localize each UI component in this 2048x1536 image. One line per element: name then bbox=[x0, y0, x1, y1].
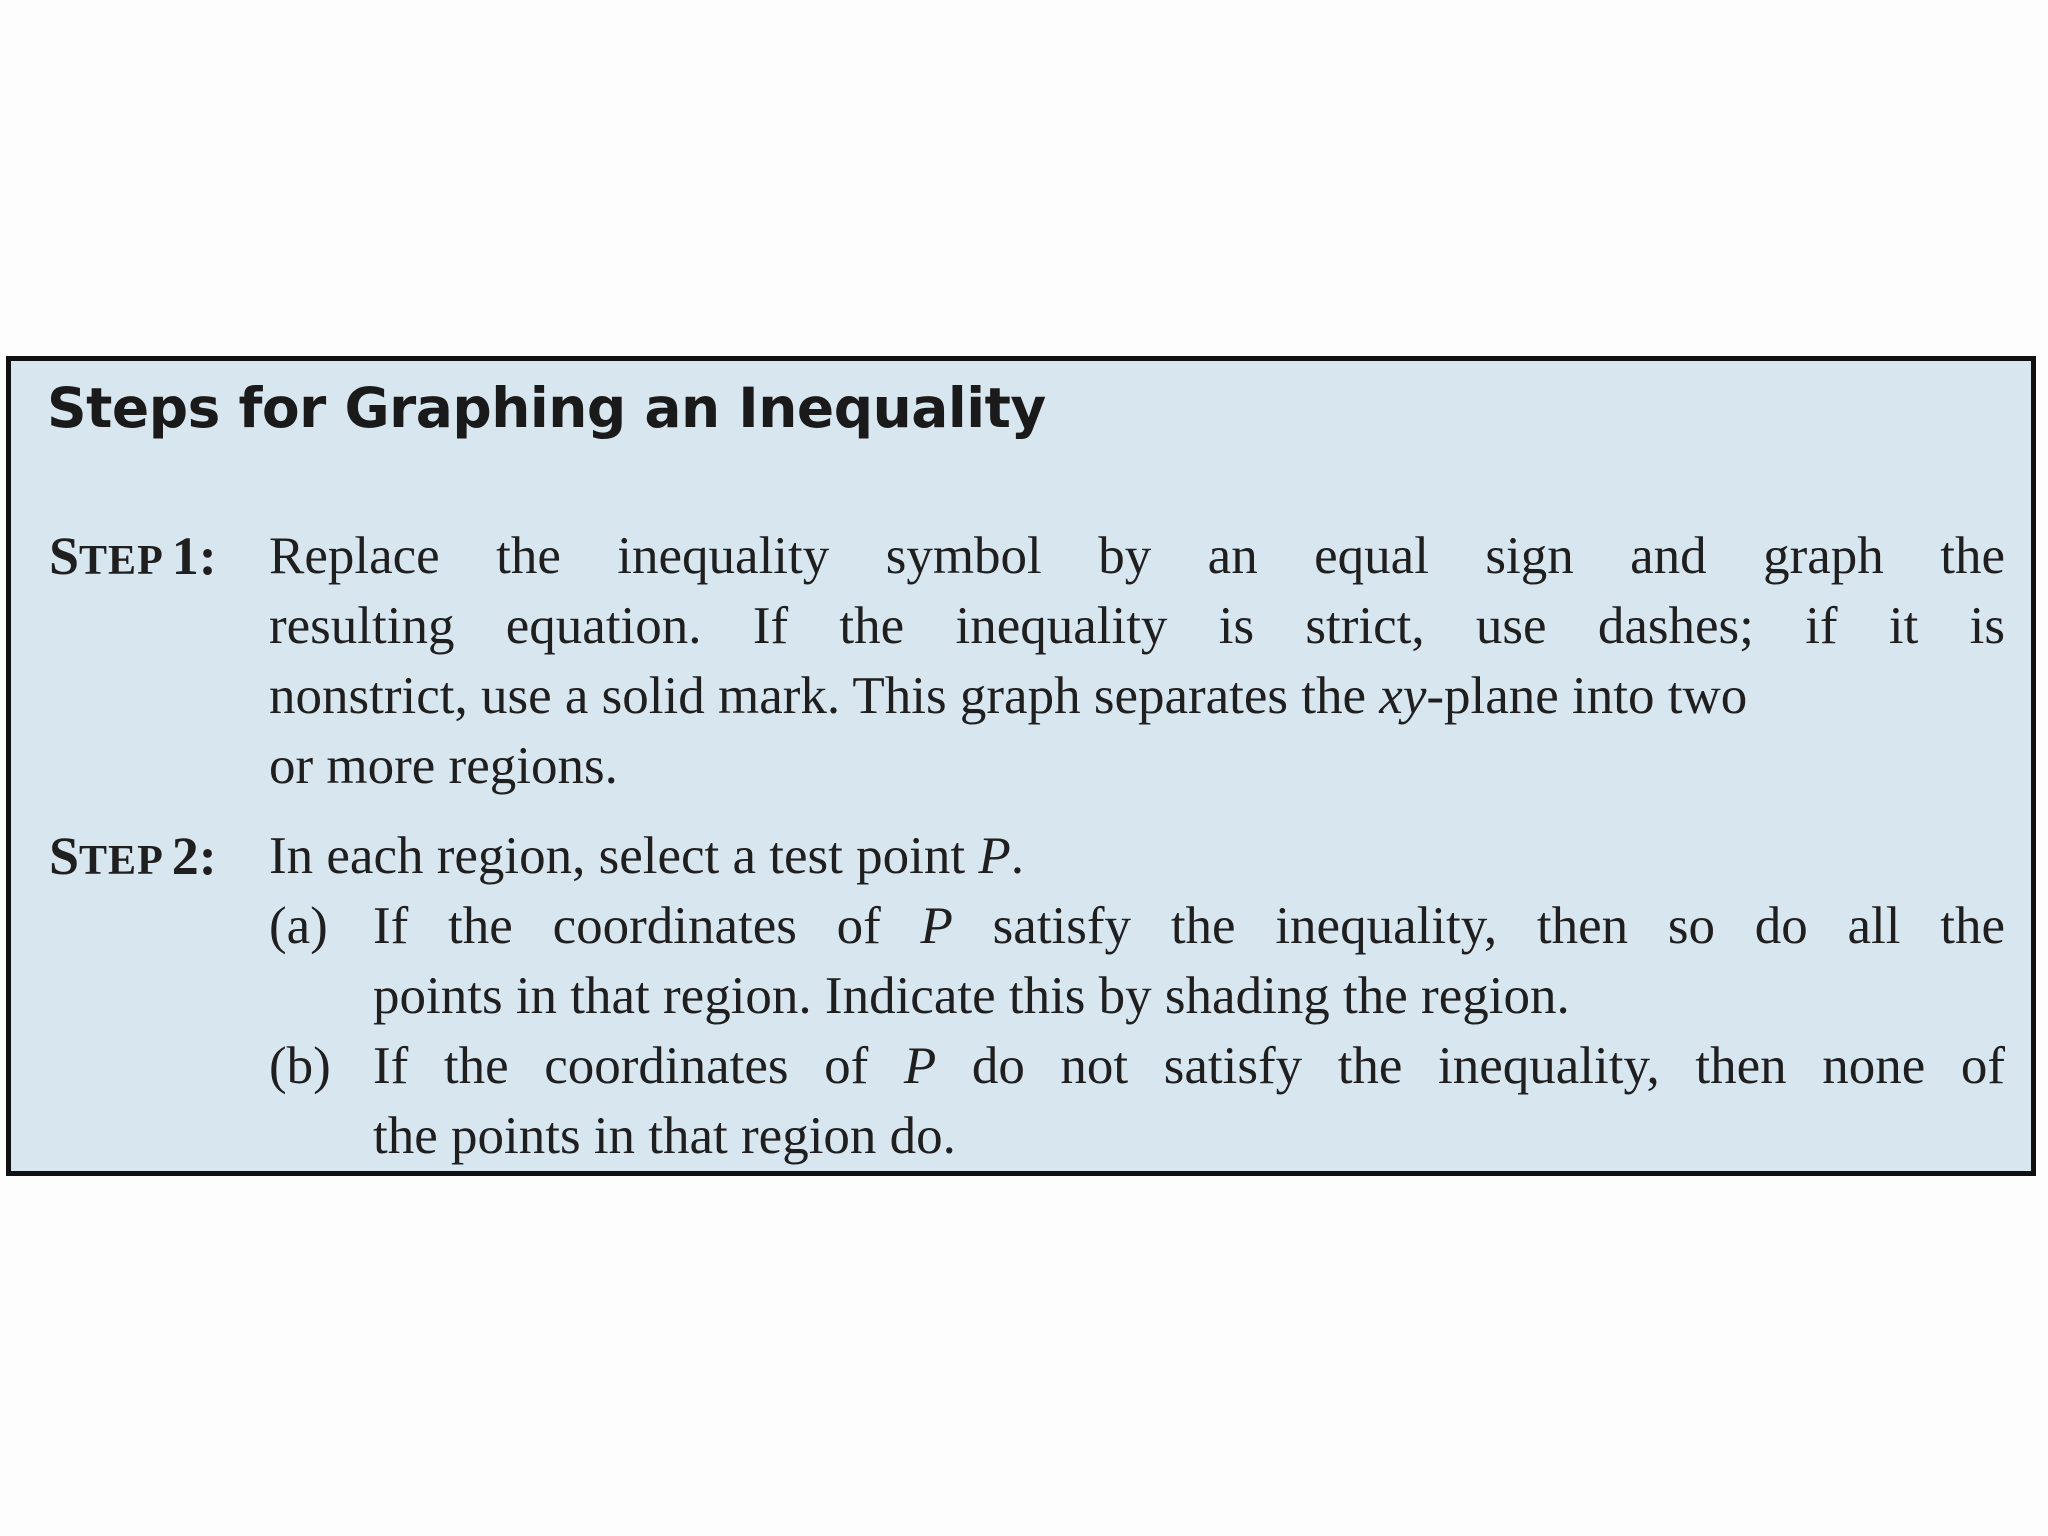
step-2b-line-2: the points in that region do. bbox=[373, 1107, 956, 1165]
step-2-intro: In each region, select a test point P. bbox=[269, 827, 1024, 885]
xy-plane-variable: xy bbox=[1379, 667, 1427, 725]
step-2b-line-1: If the coordinates of P do not satisfy the inequality, then none of bbox=[373, 1037, 2005, 1095]
inequality-steps-box bbox=[6, 356, 2036, 1176]
step-2a-line-1: If the coordinates of P satisfy the inequality, then so do all the bbox=[373, 897, 2005, 955]
step-1-line-4: or more regions. bbox=[269, 737, 618, 795]
step-2b-label: (b) bbox=[269, 1037, 331, 1095]
step-2-label: STEP 2: bbox=[49, 826, 217, 886]
step-1-line-2: resulting equation. If the inequality is strict, use dashes; if it is bbox=[269, 597, 2005, 655]
step-1-line-1: Replace the inequality symbol by an equal sign and graph the bbox=[269, 527, 2005, 585]
step-1-label: STEP 1: bbox=[49, 526, 217, 586]
step-2a-label: (a) bbox=[269, 897, 328, 955]
step-1-line-3: nonstrict, use a solid mark. This graph separates the xy-plane into two bbox=[269, 667, 1748, 725]
box-title: Steps for Graphing an Inequality bbox=[47, 376, 1046, 440]
step-2a-line-2: points in that region. Indicate this by shading the region. bbox=[373, 967, 1570, 1025]
